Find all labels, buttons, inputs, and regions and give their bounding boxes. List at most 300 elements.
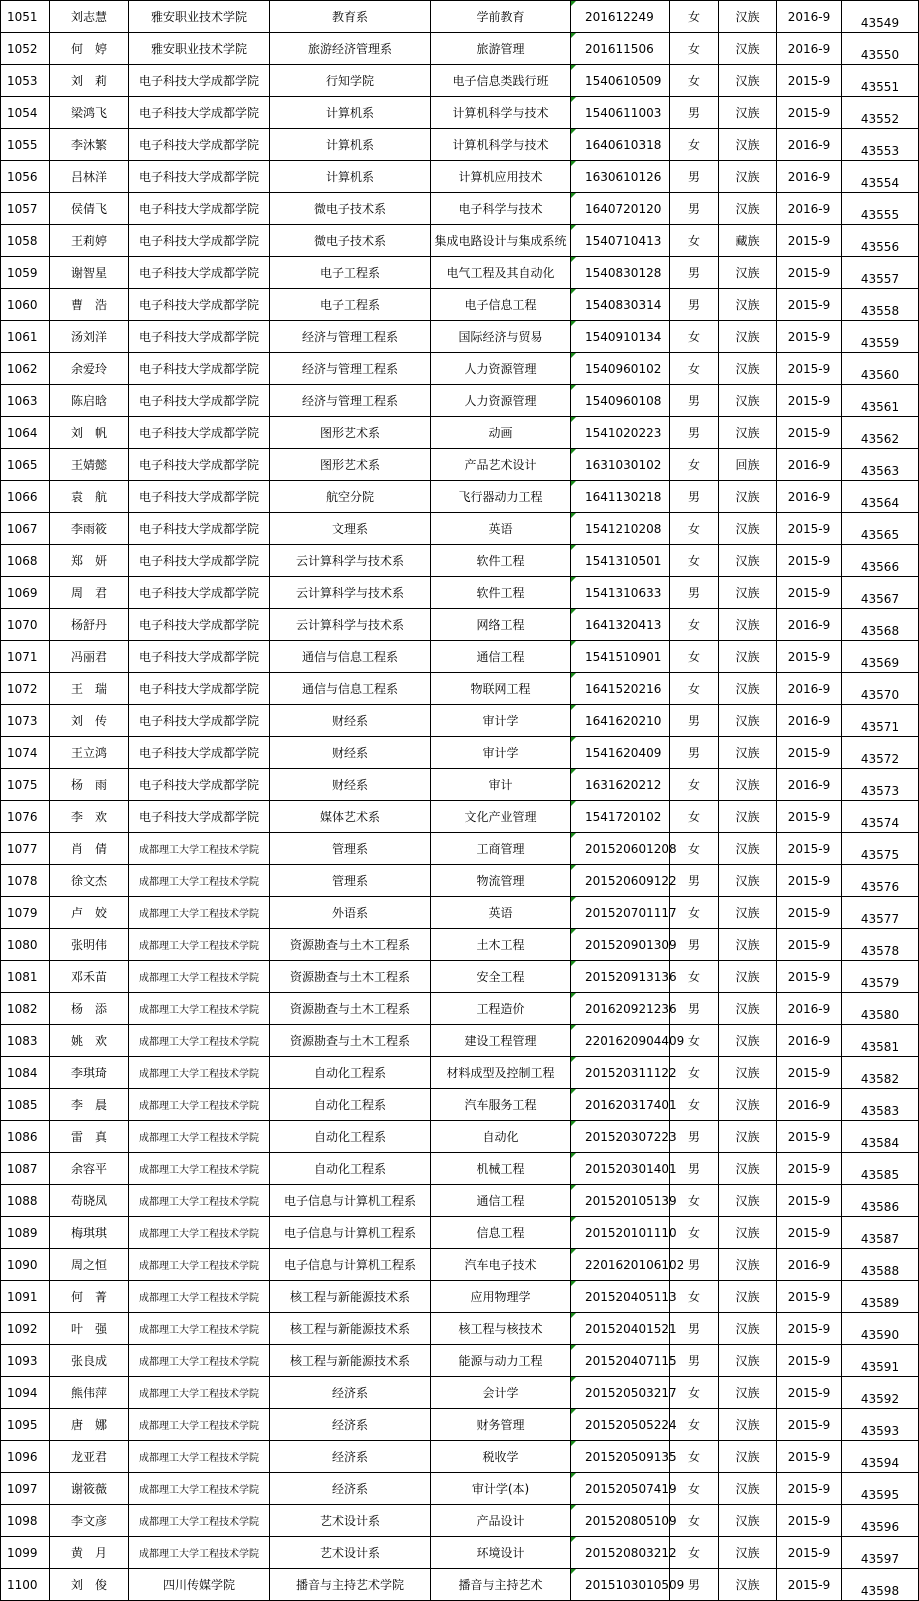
student-id-cell: 201520101110: [571, 1217, 670, 1249]
serial-code-cell: 43583: [842, 1089, 919, 1121]
table-row: [1, 1569, 919, 1601]
school-cell: 雅安职业技术学院: [129, 1, 270, 33]
student-name-cell: 郑 妍: [50, 545, 129, 577]
gender-cell: 女: [670, 65, 719, 97]
ethnicity-cell: 汉族: [719, 321, 777, 353]
ethnicity-cell: 汉族: [719, 1025, 777, 1057]
ethnicity-cell: 汉族: [719, 1, 777, 33]
major-cell: 机械工程: [431, 1153, 571, 1185]
ethnicity-cell: 汉族: [719, 1089, 777, 1121]
department-cell: 管理系: [270, 833, 431, 865]
department-cell: 管理系: [270, 865, 431, 897]
student-name-cell: 徐文杰: [50, 865, 129, 897]
student-name-cell: 刘 帆: [50, 417, 129, 449]
student-name-cell: 姚 欢: [50, 1025, 129, 1057]
enrollment-date-cell: 2016-9: [777, 129, 842, 161]
department-cell: 财经系: [270, 737, 431, 769]
school-cell: 电子科技大学成都学院: [129, 513, 270, 545]
department-cell: 经济系: [270, 1441, 431, 1473]
row-number-cell: 1082: [1, 993, 50, 1025]
student-id-cell: 1541310501: [571, 545, 670, 577]
row-number-cell: 1056: [1, 161, 50, 193]
row-number-cell: 1097: [1, 1473, 50, 1505]
table-row: [1, 545, 919, 577]
gender-cell: 男: [670, 1569, 719, 1601]
enrollment-date-cell: 2015-9: [777, 1153, 842, 1185]
major-cell: 计算机科学与技术: [431, 129, 571, 161]
department-cell: 播音与主持艺术学院: [270, 1569, 431, 1601]
school-cell: 电子科技大学成都学院: [129, 161, 270, 193]
serial-code-cell: 43552: [842, 97, 919, 129]
major-cell: 电子信息工程: [431, 289, 571, 321]
serial-code-cell: 43592: [842, 1377, 919, 1409]
serial-code-cell: 43578: [842, 929, 919, 961]
department-cell: 电子工程系: [270, 257, 431, 289]
department-cell: 经济系: [270, 1377, 431, 1409]
gender-cell: 女: [670, 225, 719, 257]
enrollment-date-cell: 2016-9: [777, 449, 842, 481]
major-cell: 信息工程: [431, 1217, 571, 1249]
ethnicity-cell: 汉族: [719, 801, 777, 833]
enrollment-date-cell: 2015-9: [777, 929, 842, 961]
student-name-cell: 肖 倩: [50, 833, 129, 865]
student-name-cell: 袁 航: [50, 481, 129, 513]
enrollment-date-cell: 2015-9: [777, 1185, 842, 1217]
enrollment-date-cell: 2015-9: [777, 897, 842, 929]
table-row: [1, 1313, 919, 1345]
student-id-cell: 2015103010509: [571, 1569, 670, 1601]
school-cell: 成都理工大学工程技术学院: [129, 993, 270, 1025]
enrollment-date-cell: 2015-9: [777, 1313, 842, 1345]
serial-code-cell: 43582: [842, 1057, 919, 1089]
gender-cell: 女: [670, 641, 719, 673]
row-number-cell: 1059: [1, 257, 50, 289]
student-name-cell: 唐 娜: [50, 1409, 129, 1441]
serial-code-cell: 43561: [842, 385, 919, 417]
row-number-cell: 1092: [1, 1313, 50, 1345]
enrollment-date-cell: 2015-9: [777, 1057, 842, 1089]
department-cell: 电子工程系: [270, 289, 431, 321]
enrollment-date-cell: 2015-9: [777, 1121, 842, 1153]
school-cell: 成都理工大学工程技术学院: [129, 1473, 270, 1505]
enrollment-date-cell: 2016-9: [777, 673, 842, 705]
student-id-cell: 201620317401: [571, 1089, 670, 1121]
serial-code-cell: 43555: [842, 193, 919, 225]
ethnicity-cell: 汉族: [719, 417, 777, 449]
department-cell: 图形艺术系: [270, 417, 431, 449]
row-number-cell: 1054: [1, 97, 50, 129]
enrollment-date-cell: 2015-9: [777, 1505, 842, 1537]
school-cell: 成都理工大学工程技术学院: [129, 1185, 270, 1217]
school-cell: 电子科技大学成都学院: [129, 289, 270, 321]
major-cell: 能源与动力工程: [431, 1345, 571, 1377]
enrollment-date-cell: 2015-9: [777, 737, 842, 769]
row-number-cell: 1100: [1, 1569, 50, 1601]
table-row: [1, 193, 919, 225]
gender-cell: 男: [670, 1313, 719, 1345]
student-id-cell: 1541020223: [571, 417, 670, 449]
gender-cell: 女: [670, 513, 719, 545]
ethnicity-cell: 汉族: [719, 705, 777, 737]
table-row: [1, 161, 919, 193]
row-number-cell: 1060: [1, 289, 50, 321]
ethnicity-cell: 藏族: [719, 225, 777, 257]
serial-code-cell: 43563: [842, 449, 919, 481]
major-cell: 电气工程及其自动化: [431, 257, 571, 289]
enrollment-date-cell: 2015-9: [777, 417, 842, 449]
student-id-cell: 1641320413: [571, 609, 670, 641]
student-id-cell: 1541620409: [571, 737, 670, 769]
table-row: [1, 257, 919, 289]
table-row: [1, 449, 919, 481]
school-cell: 成都理工大学工程技术学院: [129, 929, 270, 961]
serial-code-cell: 43571: [842, 705, 919, 737]
ethnicity-cell: 汉族: [719, 1345, 777, 1377]
table-row: [1, 1153, 919, 1185]
ethnicity-cell: 汉族: [719, 97, 777, 129]
student-id-cell: 201520803212: [571, 1537, 670, 1569]
school-cell: 成都理工大学工程技术学院: [129, 1121, 270, 1153]
table-row: [1, 961, 919, 993]
gender-cell: 男: [670, 289, 719, 321]
student-name-cell: 王 瑞: [50, 673, 129, 705]
student-id-cell: 201520401521: [571, 1313, 670, 1345]
serial-code-cell: 43590: [842, 1313, 919, 1345]
ethnicity-cell: 汉族: [719, 1281, 777, 1313]
department-cell: 自动化工程系: [270, 1057, 431, 1089]
row-number-cell: 1077: [1, 833, 50, 865]
table-row: [1, 481, 919, 513]
school-cell: 成都理工大学工程技术学院: [129, 1249, 270, 1281]
department-cell: 图形艺术系: [270, 449, 431, 481]
school-cell: 电子科技大学成都学院: [129, 97, 270, 129]
gender-cell: 女: [670, 897, 719, 929]
ethnicity-cell: 汉族: [719, 353, 777, 385]
school-cell: 成都理工大学工程技术学院: [129, 1313, 270, 1345]
major-cell: 税收学: [431, 1441, 571, 1473]
student-name-cell: 李雨筱: [50, 513, 129, 545]
department-cell: 通信与信息工程系: [270, 641, 431, 673]
student-id-cell: 201520913136: [571, 961, 670, 993]
ethnicity-cell: 汉族: [719, 129, 777, 161]
gender-cell: 男: [670, 1153, 719, 1185]
student-name-cell: 梁鸿飞: [50, 97, 129, 129]
student-id-cell: 1631030102: [571, 449, 670, 481]
table-body: [1, 1, 919, 1601]
ethnicity-cell: 汉族: [719, 1441, 777, 1473]
ethnicity-cell: 汉族: [719, 929, 777, 961]
student-name-cell: 陈启晗: [50, 385, 129, 417]
row-number-cell: 1068: [1, 545, 50, 577]
gender-cell: 女: [670, 1057, 719, 1089]
major-cell: 旅游管理: [431, 33, 571, 65]
major-cell: 飞行器动力工程: [431, 481, 571, 513]
department-cell: 自动化工程系: [270, 1153, 431, 1185]
major-cell: 核工程与核技术: [431, 1313, 571, 1345]
school-cell: 电子科技大学成都学院: [129, 641, 270, 673]
school-cell: 成都理工大学工程技术学院: [129, 865, 270, 897]
table-row: [1, 353, 919, 385]
row-number-cell: 1072: [1, 673, 50, 705]
major-cell: 汽车服务工程: [431, 1089, 571, 1121]
student-id-cell: 201520505224: [571, 1409, 670, 1441]
enrollment-date-cell: 2016-9: [777, 1, 842, 33]
gender-cell: 女: [670, 1377, 719, 1409]
major-cell: 审计学(本): [431, 1473, 571, 1505]
student-id-cell: 1541310633: [571, 577, 670, 609]
department-cell: 云计算科学与技术系: [270, 545, 431, 577]
student-id-cell: 201520405113: [571, 1281, 670, 1313]
serial-code-cell: 43564: [842, 481, 919, 513]
row-number-cell: 1076: [1, 801, 50, 833]
department-cell: 航空分院: [270, 481, 431, 513]
gender-cell: 女: [670, 673, 719, 705]
enrollment-date-cell: 2016-9: [777, 1025, 842, 1057]
enrollment-date-cell: 2015-9: [777, 1409, 842, 1441]
student-name-cell: 吕林洋: [50, 161, 129, 193]
department-cell: 计算机系: [270, 97, 431, 129]
department-cell: 核工程与新能源技术系: [270, 1281, 431, 1313]
department-cell: 微电子技术系: [270, 193, 431, 225]
gender-cell: 女: [670, 33, 719, 65]
department-cell: 计算机系: [270, 161, 431, 193]
row-number-cell: 1098: [1, 1505, 50, 1537]
school-cell: 成都理工大学工程技术学院: [129, 1217, 270, 1249]
ethnicity-cell: 汉族: [719, 961, 777, 993]
student-name-cell: 刘 传: [50, 705, 129, 737]
major-cell: 材料成型及控制工程: [431, 1057, 571, 1089]
student-id-cell: 1541720102: [571, 801, 670, 833]
serial-code-cell: 43562: [842, 417, 919, 449]
major-cell: 播音与主持艺术: [431, 1569, 571, 1601]
student-name-cell: 谢智星: [50, 257, 129, 289]
major-cell: 英语: [431, 513, 571, 545]
student-id-cell: 1631620212: [571, 769, 670, 801]
student-name-cell: 汤刘洋: [50, 321, 129, 353]
serial-code-cell: 43568: [842, 609, 919, 641]
serial-code-cell: 43551: [842, 65, 919, 97]
serial-code-cell: 43579: [842, 961, 919, 993]
serial-code-cell: 43581: [842, 1025, 919, 1057]
ethnicity-cell: 汉族: [719, 1057, 777, 1089]
major-cell: 审计: [431, 769, 571, 801]
enrollment-date-cell: 2015-9: [777, 353, 842, 385]
gender-cell: 女: [670, 833, 719, 865]
enrollment-date-cell: 2015-9: [777, 577, 842, 609]
gender-cell: 女: [670, 1281, 719, 1313]
major-cell: 安全工程: [431, 961, 571, 993]
enrollment-date-cell: 2016-9: [777, 609, 842, 641]
table-row: [1, 65, 919, 97]
student-id-cell: 1541210208: [571, 513, 670, 545]
student-name-cell: 张明伟: [50, 929, 129, 961]
department-cell: 经济与管理工程系: [270, 321, 431, 353]
student-name-cell: 余容平: [50, 1153, 129, 1185]
ethnicity-cell: 汉族: [719, 1217, 777, 1249]
ethnicity-cell: 汉族: [719, 1505, 777, 1537]
school-cell: 电子科技大学成都学院: [129, 449, 270, 481]
serial-code-cell: 43589: [842, 1281, 919, 1313]
school-cell: 成都理工大学工程技术学院: [129, 1537, 270, 1569]
major-cell: 建设工程管理: [431, 1025, 571, 1057]
student-id-cell: 1540830314: [571, 289, 670, 321]
table-row: [1, 705, 919, 737]
school-cell: 雅安职业技术学院: [129, 33, 270, 65]
department-cell: 微电子技术系: [270, 225, 431, 257]
student-name-cell: 杨舒丹: [50, 609, 129, 641]
major-cell: 物流管理: [431, 865, 571, 897]
ethnicity-cell: 汉族: [719, 673, 777, 705]
department-cell: 核工程与新能源技术系: [270, 1313, 431, 1345]
table-row: [1, 769, 919, 801]
student-id-cell: 201520311122: [571, 1057, 670, 1089]
serial-code-cell: 43560: [842, 353, 919, 385]
table-row: [1, 1281, 919, 1313]
school-cell: 电子科技大学成都学院: [129, 129, 270, 161]
serial-code-cell: 43588: [842, 1249, 919, 1281]
row-number-cell: 1071: [1, 641, 50, 673]
student-id-cell: 1641520216: [571, 673, 670, 705]
student-name-cell: 黄 月: [50, 1537, 129, 1569]
department-cell: 资源勘查与土木工程系: [270, 993, 431, 1025]
gender-cell: 男: [670, 1249, 719, 1281]
school-cell: 成都理工大学工程技术学院: [129, 1505, 270, 1537]
row-number-cell: 1064: [1, 417, 50, 449]
serial-code-cell: 43586: [842, 1185, 919, 1217]
ethnicity-cell: 汉族: [719, 833, 777, 865]
student-name-cell: 谢筱薇: [50, 1473, 129, 1505]
ethnicity-cell: 汉族: [719, 257, 777, 289]
serial-code-cell: 43558: [842, 289, 919, 321]
school-cell: 电子科技大学成都学院: [129, 225, 270, 257]
school-cell: 电子科技大学成都学院: [129, 257, 270, 289]
student-id-cell: 1540611003: [571, 97, 670, 129]
ethnicity-cell: 汉族: [719, 1121, 777, 1153]
major-cell: 会计学: [431, 1377, 571, 1409]
serial-code-cell: 43565: [842, 513, 919, 545]
table-row: [1, 641, 919, 673]
gender-cell: 男: [670, 577, 719, 609]
major-cell: 审计学: [431, 705, 571, 737]
ethnicity-cell: 汉族: [719, 897, 777, 929]
enrollment-date-cell: 2016-9: [777, 705, 842, 737]
student-name-cell: 叶 强: [50, 1313, 129, 1345]
major-cell: 人力资源管理: [431, 385, 571, 417]
table-row: [1, 1537, 919, 1569]
student-id-cell: 201520503217: [571, 1377, 670, 1409]
table-row: [1, 97, 919, 129]
student-id-cell: 1540960102: [571, 353, 670, 385]
major-cell: 国际经济与贸易: [431, 321, 571, 353]
student-name-cell: 王婧懿: [50, 449, 129, 481]
student-name-cell: 曹 浩: [50, 289, 129, 321]
enrollment-date-cell: 2016-9: [777, 481, 842, 513]
major-cell: 自动化: [431, 1121, 571, 1153]
student-name-cell: 周 君: [50, 577, 129, 609]
serial-code-cell: 43572: [842, 737, 919, 769]
major-cell: 软件工程: [431, 545, 571, 577]
school-cell: 电子科技大学成都学院: [129, 769, 270, 801]
table-row: [1, 1505, 919, 1537]
department-cell: 财经系: [270, 705, 431, 737]
student-name-cell: 王立鸿: [50, 737, 129, 769]
serial-code-cell: 43569: [842, 641, 919, 673]
school-cell: 成都理工大学工程技术学院: [129, 1377, 270, 1409]
gender-cell: 男: [670, 1345, 719, 1377]
ethnicity-cell: 汉族: [719, 769, 777, 801]
enrollment-date-cell: 2015-9: [777, 641, 842, 673]
table-row: [1, 1217, 919, 1249]
student-name-cell: 李文彦: [50, 1505, 129, 1537]
student-name-cell: 杨 雨: [50, 769, 129, 801]
row-number-cell: 1074: [1, 737, 50, 769]
student-id-cell: 1630610126: [571, 161, 670, 193]
row-number-cell: 1090: [1, 1249, 50, 1281]
student-name-cell: 何 婷: [50, 33, 129, 65]
table-row: [1, 513, 919, 545]
enrollment-date-cell: 2016-9: [777, 1089, 842, 1121]
gender-cell: 男: [670, 257, 719, 289]
student-name-cell: 王莉婷: [50, 225, 129, 257]
gender-cell: 女: [670, 129, 719, 161]
ethnicity-cell: 汉族: [719, 737, 777, 769]
row-number-cell: 1084: [1, 1057, 50, 1089]
enrollment-date-cell: 2015-9: [777, 1569, 842, 1601]
major-cell: 环境设计: [431, 1537, 571, 1569]
enrollment-date-cell: 2015-9: [777, 385, 842, 417]
row-number-cell: 1067: [1, 513, 50, 545]
enrollment-date-cell: 2015-9: [777, 865, 842, 897]
school-cell: 电子科技大学成都学院: [129, 609, 270, 641]
enrollment-date-cell: 2016-9: [777, 1249, 842, 1281]
row-number-cell: 1099: [1, 1537, 50, 1569]
major-cell: 软件工程: [431, 577, 571, 609]
ethnicity-cell: 汉族: [719, 993, 777, 1025]
student-id-cell: 201520509135: [571, 1441, 670, 1473]
student-id-cell: 201611506: [571, 33, 670, 65]
school-cell: 成都理工大学工程技术学院: [129, 833, 270, 865]
serial-code-cell: 43570: [842, 673, 919, 705]
major-cell: 土木工程: [431, 929, 571, 961]
student-id-cell: 201520901309: [571, 929, 670, 961]
department-cell: 电子信息与计算机工程系: [270, 1249, 431, 1281]
table-row: [1, 1377, 919, 1409]
table-row: [1, 897, 919, 929]
student-name-cell: 李沐繁: [50, 129, 129, 161]
enrollment-date-cell: 2016-9: [777, 993, 842, 1025]
table-row: [1, 1057, 919, 1089]
school-cell: 四川传媒学院: [129, 1569, 270, 1601]
student-name-cell: 苟晓凤: [50, 1185, 129, 1217]
school-cell: 成都理工大学工程技术学院: [129, 1441, 270, 1473]
table-row: [1, 1345, 919, 1377]
row-number-cell: 1080: [1, 929, 50, 961]
row-number-cell: 1087: [1, 1153, 50, 1185]
gender-cell: 女: [670, 1473, 719, 1505]
gender-cell: 女: [670, 1441, 719, 1473]
major-cell: 动画: [431, 417, 571, 449]
table-row: [1, 385, 919, 417]
major-cell: 物联网工程: [431, 673, 571, 705]
department-cell: 电子信息与计算机工程系: [270, 1217, 431, 1249]
school-cell: 成都理工大学工程技术学院: [129, 1281, 270, 1313]
table-row: [1, 33, 919, 65]
major-cell: 汽车电子技术: [431, 1249, 571, 1281]
student-id-cell: 201520407115: [571, 1345, 670, 1377]
gender-cell: 女: [670, 801, 719, 833]
major-cell: 应用物理学: [431, 1281, 571, 1313]
enrollment-date-cell: 2015-9: [777, 513, 842, 545]
